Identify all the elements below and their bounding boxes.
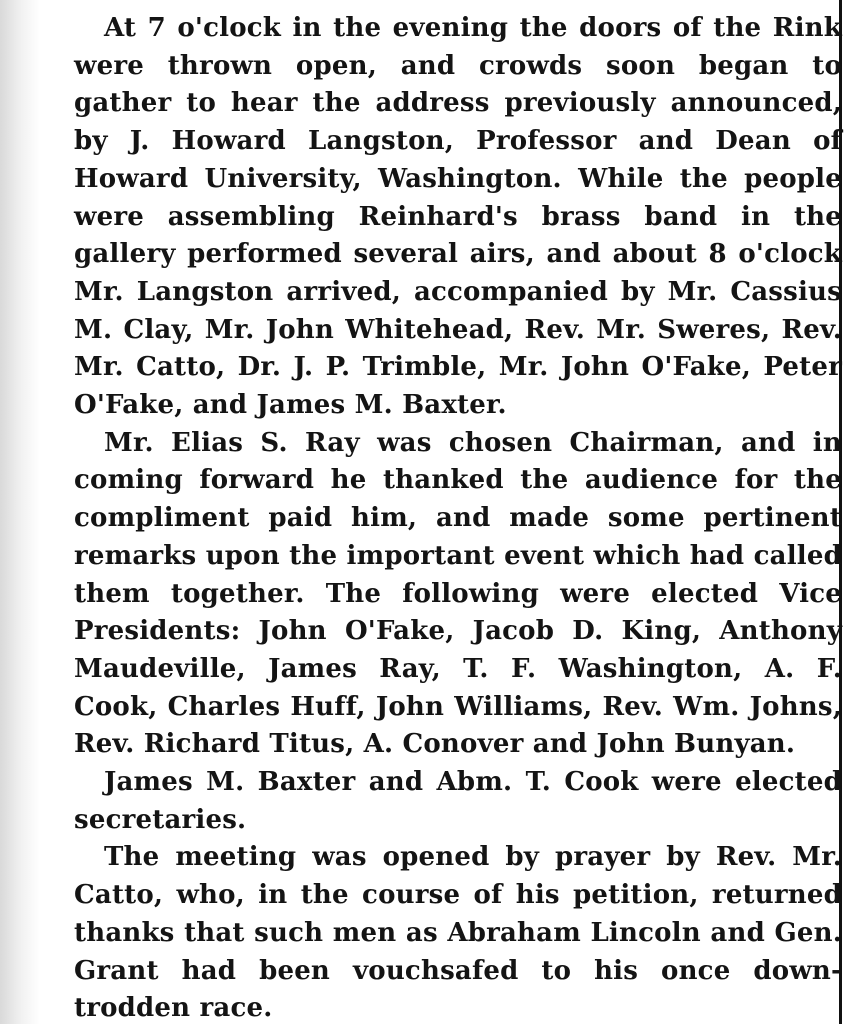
newspaper-article <box>74 10 842 1028</box>
article-paragraph-4: The meeting was opened by prayer by Rev. Mr. Catto, who, in the course of his petition, returned thanks that such men as Abraham Lincoln and Gen. Grant had been vouchsafed to his once down-trodden race. <box>74 842 842 1024</box>
cut-off-next-line <box>360 1010 840 1024</box>
article-paragraph-3: James M. Baxter and Abm. T. Cook were elected secretaries. <box>74 767 842 835</box>
column-rule <box>839 0 864 1024</box>
article-paragraph-1: At 7 o'clock in the evening the doors of the Rink were thrown open, and crowds soon began to gather to hear the address previously announced, by J. Howard Langston, Professor and Dean of Howard University, Washington. While the people were assembling Reinhard's brass band in the gallery performed several airs, and about 8 o'clock Mr. Langston arrived, accompanied by Mr. Cassius M. Clay, Mr. John Whitehead, Rev. Mr. Sweres, Rev. Mr. Catto, Dr. J. P. Trimble, Mr. John O'Fake, Peter O'Fake, and James M. Baxter. <box>74 13 842 421</box>
article-paragraph-2: Mr. Elias S. Ray was chosen Chairman, and in coming forward he thanked the audience for the compliment paid him, and made some pertinent remarks upon the important event which had called them together. The following were elected Vice Presidents: John O'Fake, Jacob D. King, Anthony Maudeville, James Ray, T. F. Washington, A. F. Cook, Charles Huff, John Williams, Rev. Wm. Johns, Rev. Richard Titus, A. Conover and John Bunyan. <box>74 427 842 760</box>
scan-left-margin <box>0 0 40 1024</box>
